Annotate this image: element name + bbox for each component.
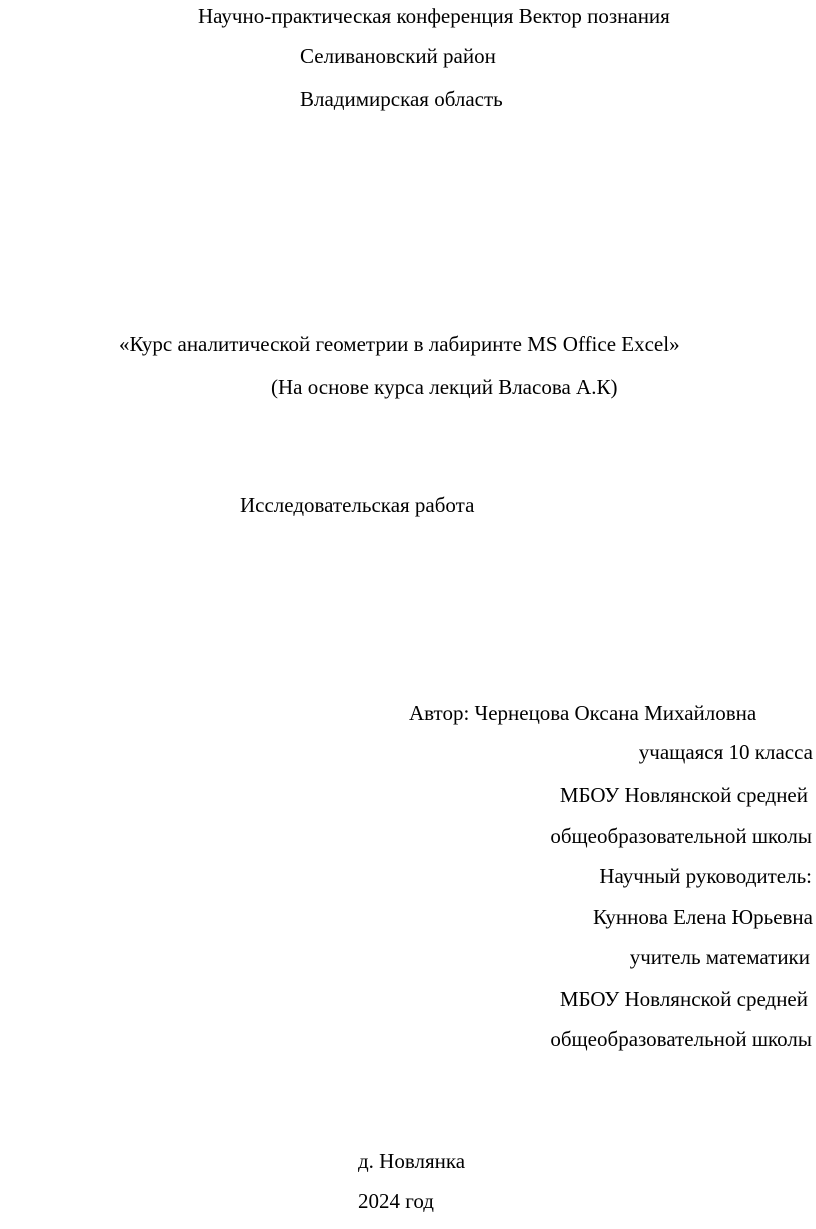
supervisor-name: Куннова Елена Юрьевна: [592, 905, 813, 929]
conference-name: Научно-практическая конференция Вектор познания: [198, 4, 670, 28]
work-type: Исследовательская работа: [240, 493, 475, 517]
supervisor-school-line2: общеобразовательной школы: [550, 1027, 812, 1051]
author-school-line2: общеобразовательной школы: [550, 824, 812, 848]
region-name: Владимирская область: [300, 87, 503, 111]
author-school-line1: МБОУ Новлянской средней: [559, 783, 808, 807]
work-title: «Курс аналитической геометрии в лабиринте MS Office Excel»: [119, 332, 680, 356]
year: 2024 год: [358, 1189, 434, 1213]
supervisor-label: Научный руководитель:: [599, 864, 812, 888]
author-name: Автор: Чернецова Оксана Михайловна: [409, 701, 757, 725]
supervisor-role: учитель математики: [629, 945, 810, 969]
supervisor-school-line1: МБОУ Новлянской средней: [559, 987, 808, 1011]
author-grade: учащаяся 10 класса: [638, 740, 813, 764]
district-name: Селивановский район: [300, 44, 496, 68]
place-name: д. Новлянка: [358, 1149, 466, 1173]
work-subtitle: (На основе курса лекций Власова А.К): [271, 375, 618, 399]
